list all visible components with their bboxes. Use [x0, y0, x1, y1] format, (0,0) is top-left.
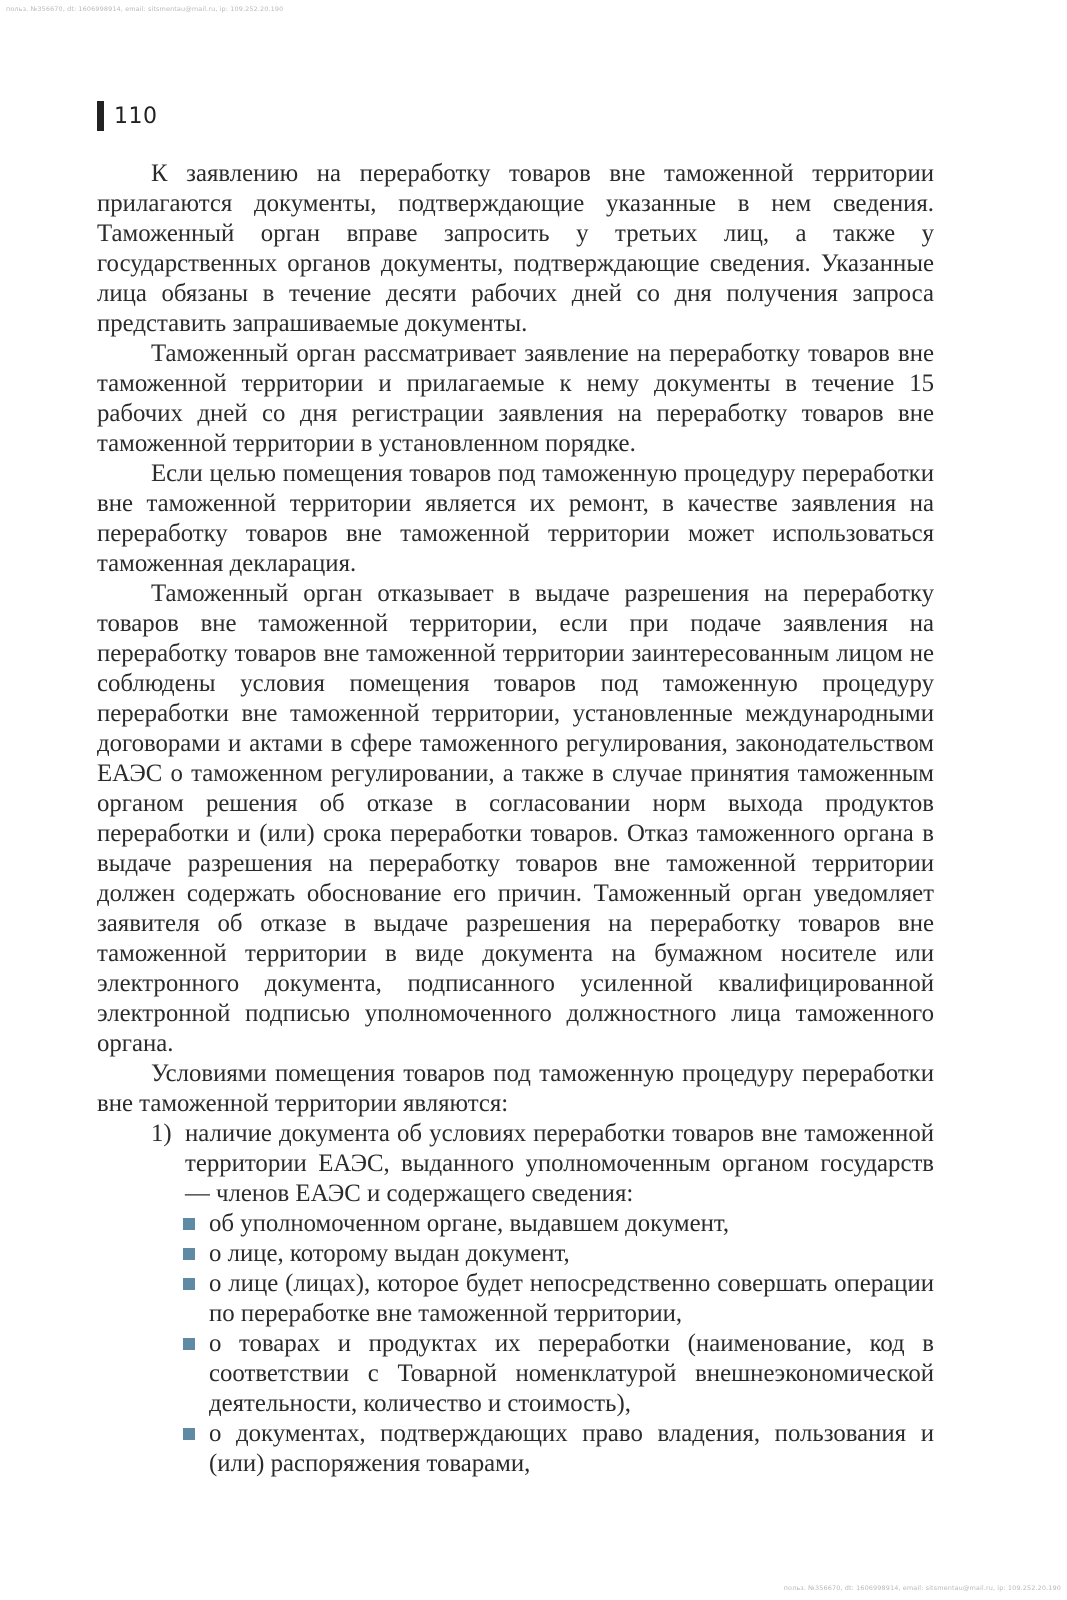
paragraph: Если целью помещения товаров под таможенную процедуру переработки вне таможенной территории является их ремонт, в качестве заявления на переработку товаров вне таможенной территории может использоваться таможенная декларация. — [97, 460, 934, 577]
list-item — [183, 1269, 934, 1329]
square-bullet-icon — [183, 1269, 209, 1329]
list-item-text: о товарах и продуктах их переработки (наименование, код в соответствии с Товарной номенклатурой внешнеэкономической деятельности, количество и стоимость), — [209, 1330, 934, 1417]
bullet-list — [183, 1209, 934, 1479]
watermark-top: польз. №356670, dt: 1606998914, email: sitsmentau@mail.ru, ip: 109.252.20.190 — [6, 5, 284, 13]
list-item — [183, 1419, 934, 1479]
header-bar-icon — [97, 101, 104, 131]
square-bullet-icon — [183, 1209, 209, 1239]
list-item-text: о документах, подтверждающих право владения, пользования и (или) распоряжения товарами, — [209, 1420, 934, 1477]
square-bullet-icon — [183, 1419, 209, 1479]
watermark-bottom: польз. №356670, dt: 1606998914, email: sitsmentau@mail.ru, ip: 109.252.20.190 — [783, 1584, 1061, 1592]
list-item — [183, 1329, 934, 1419]
list-item-text: о лице, которому выдан документ, — [209, 1240, 570, 1267]
list-number: 1) — [151, 1120, 172, 1147]
list-item — [183, 1239, 934, 1269]
list-item-text: наличие документа об условиях переработки товаров вне таможенной территории ЕАЭС, выданного уполномоченным органом государств — членов ЕАЭС и содержащего сведения: — [185, 1120, 934, 1207]
list-item-text: о лице (лицах), которое будет непосредственно совершать операции по переработке вне таможенной территории, — [209, 1270, 934, 1327]
page-header — [97, 101, 158, 131]
page-number: 110 — [114, 103, 158, 129]
paragraph: Условиями помещения товаров под таможенную процедуру переработки вне таможенной территории являются: — [97, 1060, 934, 1117]
list-item-text: об уполномоченном органе, выдавшем документ, — [209, 1210, 730, 1237]
list-item — [183, 1209, 934, 1239]
paragraph: К заявлению на переработку товаров вне таможенной территории прилагаются документы, подтверждающие указанные в нем сведения. Таможенный орган вправе запросить у третьих лиц, а также у государственных органов документы, подтверждающие сведения. Указанные лица обязаны в течение десяти рабочих дней со дня получения запроса представить запрашиваемые документы. — [97, 160, 934, 337]
paragraph: Таможенный орган рассматривает заявление на переработку товаров вне таможенной территории и прилагаемые к нему документы в течение 15 рабочих дней со дня регистрации заявления на переработку товаров вне таможенной территории в установленном порядке. — [97, 340, 934, 457]
square-bullet-icon — [183, 1239, 209, 1269]
numbered-list-item — [151, 1119, 934, 1209]
paragraph: Таможенный орган отказывает в выдаче разрешения на переработку товаров вне таможенной территории, если при подаче заявления на переработку товаров вне таможенной территории заинтересованным лицом не соблюдены условия помещения товаров под таможенную процедуру переработки вне таможенной территории, установленные международными договорами и актами в сфере таможенного регулирования, законодательством ЕАЭС о таможенном регулировании, а также в случае принятия таможенным органом решения об отказе в согласовании норм выхода продуктов переработки и (или) срока переработки товаров. Отказ таможенного органа в выдаче разрешения на переработку товаров вне таможенной территории должен содержать обоснование его причин. Таможенный орган уведомляет заявителя об отказе в выдаче разрешения на переработку товаров вне таможенной территории в виде документа на бумажном носителе или электронного документа, подписанного усиленной квалифицированной электронной подписью уполномоченного должностного лица таможенного органа. — [97, 580, 934, 1057]
square-bullet-icon — [183, 1329, 209, 1419]
body-text — [97, 159, 934, 1479]
